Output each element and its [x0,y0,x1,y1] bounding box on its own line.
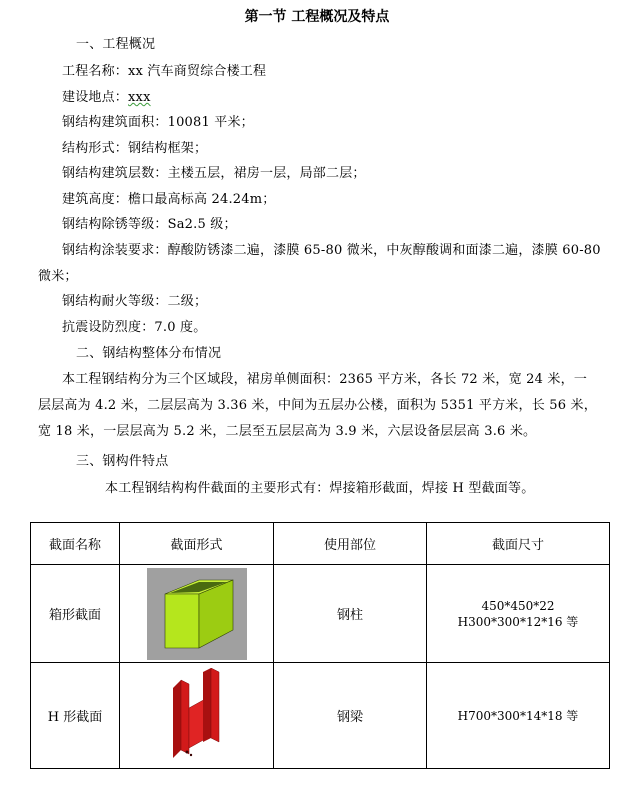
cell-section-size [427,565,610,663]
coating-requirement-cont: 微米； [38,269,78,284]
section2-line3: 宽 18 米，一层层高为 5.2 米，二层至五层层高为 3.9 米，六层设备层层高 3.6 米。 [38,424,537,439]
cell-section-size: H700*300*14*18 等 [427,663,610,769]
location-label: 建设地点： [62,90,129,105]
building-height: 建筑高度：檐口最高标高 24.24m； [62,192,276,207]
section3-heading: 三、钢构件特点 [76,454,169,469]
cell-section-form [120,663,274,769]
header-section-name: 截面名称 [31,523,120,565]
section1-heading: 一、工程概况 [76,37,156,52]
section2-heading: 二、钢结构整体分布情况 [76,346,222,361]
steel-area: 钢结构建筑面积：10081 平米； [62,115,254,130]
table-row [31,565,610,663]
cell-usage: 钢梁 [274,663,427,769]
section-spec-table [30,522,610,769]
cell-section-name: 箱形截面 [31,565,120,663]
header-section-form: 截面形式 [120,523,274,565]
header-section-size: 截面尺寸 [427,523,610,565]
section2-line1: 本工程钢结构分为三个区域段，裙房单侧面积：2365 平方米，各长 72 米，宽 24 米，一 [62,372,588,387]
header-usage: 使用部位 [274,523,427,565]
cell-section-name: H 形截面 [31,663,120,769]
table-header-row [31,523,610,565]
page-title: 第一节 工程概况及特点 [244,9,390,25]
cell-usage: 钢柱 [274,565,427,663]
location-value: xxx [128,90,151,105]
floor-count: 钢结构建筑层数：主楼五层，裙房一层，局部二层； [62,166,366,181]
section3-intro: 本工程钢结构构件截面的主要形式有：焊接箱形截面，焊接 H 型截面等。 [105,481,535,496]
fire-rating: 钢结构耐火等级：二级； [62,294,208,309]
structure-type: 结构形式：钢结构框架； [62,141,208,156]
cell-section-form [120,565,274,663]
project-name: 工程名称：xx 汽车商贸综合楼工程 [62,64,267,79]
seismic-intensity: 抗震设防烈度：7.0 度。 [62,320,207,335]
coating-requirement: 钢结构涂装要求：醇酸防锈漆二遍，漆膜 65-80 微米，中灰醇酸调和面漆二遍，漆膜 60-80 [62,243,601,258]
h-section-icon [167,668,227,764]
box-section-icon [147,568,247,660]
rust-grade: 钢结构除锈等级：Sa2.5 级； [62,217,237,232]
section2-line2: 层层高为 4.2 米，二层层高为 3.36 米，中间为五层办公楼，面积为 5351 平方米，长 56 米， [38,398,597,413]
size-line-1: 450*450*22 [481,598,555,613]
table-row [31,663,610,769]
project-location [62,86,151,105]
size-line-2: H300*300*12*16 等 [457,614,579,629]
